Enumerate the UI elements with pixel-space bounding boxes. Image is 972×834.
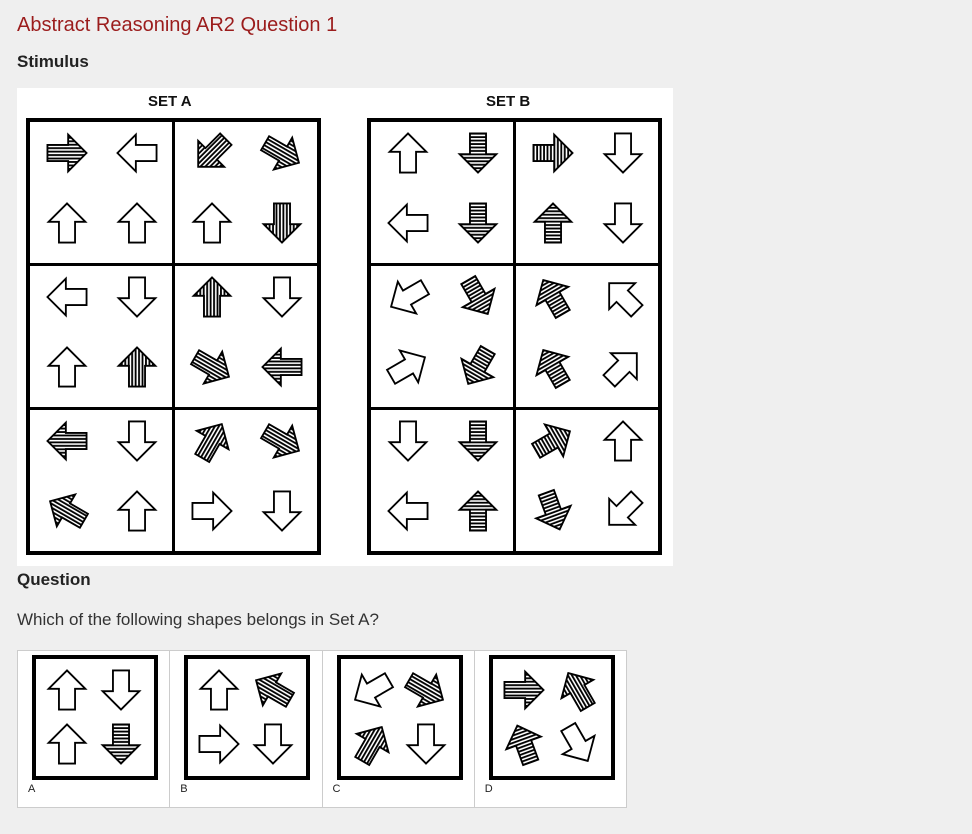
option-d[interactable] (475, 651, 626, 807)
outline-arrow-icon (259, 274, 305, 320)
horizontal-striped-arrow-icon (455, 200, 501, 246)
outline-arrow-icon (385, 344, 431, 390)
vertical-striped-arrow-icon (250, 667, 296, 713)
outline-arrow-icon (600, 488, 646, 534)
vertical-striped-arrow-icon (114, 344, 160, 390)
outline-arrow-icon (114, 200, 160, 246)
horizontal-striped-arrow-icon (455, 418, 501, 464)
question-heading: Question (17, 570, 91, 589)
outline-arrow-icon (385, 418, 431, 464)
outline-arrow-icon (196, 721, 242, 767)
outline-arrow-icon (600, 200, 646, 246)
option-a[interactable] (18, 651, 170, 807)
outline-arrow-icon (44, 344, 90, 390)
horizontal-striped-arrow-icon (98, 721, 144, 767)
set-b-panel (371, 122, 513, 263)
vertical-striped-arrow-icon (189, 130, 235, 176)
set-a-panel (30, 122, 172, 263)
outline-arrow-icon (189, 200, 235, 246)
horizontal-striped-arrow-icon (530, 274, 576, 320)
outline-arrow-icon (114, 418, 160, 464)
stimulus-image (17, 88, 673, 566)
horizontal-striped-arrow-icon (530, 488, 576, 534)
outline-arrow-icon (189, 488, 235, 534)
vertical-striped-arrow-icon (189, 418, 235, 464)
vertical-striped-arrow-icon (44, 418, 90, 464)
outline-arrow-icon (114, 274, 160, 320)
outline-arrow-icon (44, 274, 90, 320)
vertical-striped-arrow-icon (259, 200, 305, 246)
stimulus-heading: Stimulus (17, 52, 89, 71)
option-c[interactable] (323, 651, 475, 807)
vertical-striped-arrow-icon (189, 344, 235, 390)
set-a-grid (26, 118, 321, 555)
option-a-shape[interactable] (32, 655, 158, 780)
option-c-shape[interactable] (337, 655, 463, 780)
vertical-striped-arrow-icon (349, 721, 395, 767)
outline-arrow-icon (600, 130, 646, 176)
horizontal-striped-arrow-icon (455, 488, 501, 534)
set-b-title: SET B (486, 93, 531, 110)
outline-arrow-icon (600, 274, 646, 320)
vertical-striped-arrow-icon (259, 130, 305, 176)
page-title: Abstract Reasoning AR2 Question 1 (17, 14, 338, 36)
vertical-striped-arrow-icon (555, 667, 601, 713)
answer-options (17, 650, 627, 808)
set-a-panel (175, 410, 317, 551)
outline-arrow-icon (403, 721, 449, 767)
option-c-label: C (332, 783, 341, 795)
vertical-striped-arrow-icon (44, 130, 90, 176)
set-a-panel (30, 410, 172, 551)
set-b-panel (371, 266, 513, 407)
outline-arrow-icon (385, 130, 431, 176)
horizontal-striped-arrow-icon (530, 200, 576, 246)
outline-arrow-icon (385, 200, 431, 246)
outline-arrow-icon (250, 721, 296, 767)
outline-arrow-icon (555, 721, 601, 767)
outline-arrow-icon (385, 488, 431, 534)
horizontal-striped-arrow-icon (455, 130, 501, 176)
outline-arrow-icon (114, 488, 160, 534)
vertical-striped-arrow-icon (501, 667, 547, 713)
outline-arrow-icon (385, 274, 431, 320)
outline-arrow-icon (98, 667, 144, 713)
outline-arrow-icon (259, 488, 305, 534)
outline-arrow-icon (349, 667, 395, 713)
outline-arrow-icon (114, 130, 160, 176)
horizontal-striped-arrow-icon (530, 344, 576, 390)
horizontal-striped-arrow-icon (530, 130, 576, 176)
set-a-panel (175, 266, 317, 407)
horizontal-striped-arrow-icon (455, 344, 501, 390)
set-b-panel (516, 410, 658, 551)
outline-arrow-icon (600, 344, 646, 390)
option-b[interactable] (170, 651, 322, 807)
option-d-label: D (484, 783, 493, 795)
set-a-title: SET A (148, 93, 192, 110)
horizontal-striped-arrow-icon (501, 721, 547, 767)
set-a-panel (30, 266, 172, 407)
outline-arrow-icon (44, 721, 90, 767)
vertical-striped-arrow-icon (403, 667, 449, 713)
set-b-panel (371, 410, 513, 551)
set-b-grid (367, 118, 662, 555)
outline-arrow-icon (600, 418, 646, 464)
horizontal-striped-arrow-icon (530, 418, 576, 464)
vertical-striped-arrow-icon (259, 418, 305, 464)
option-a-label: A (28, 783, 36, 795)
outline-arrow-icon (44, 667, 90, 713)
set-a-panel (175, 122, 317, 263)
vertical-striped-arrow-icon (259, 344, 305, 390)
horizontal-striped-arrow-icon (455, 274, 501, 320)
set-b-panel (516, 122, 658, 263)
question-text: Which of the following shapes belongs in Set A? (17, 610, 379, 629)
option-b-label: B (180, 783, 188, 795)
outline-arrow-icon (196, 667, 242, 713)
option-d-shape[interactable] (489, 655, 615, 780)
vertical-striped-arrow-icon (44, 488, 90, 534)
outline-arrow-icon (44, 200, 90, 246)
option-b-shape[interactable] (184, 655, 310, 780)
set-b-panel (516, 266, 658, 407)
vertical-striped-arrow-icon (189, 274, 235, 320)
